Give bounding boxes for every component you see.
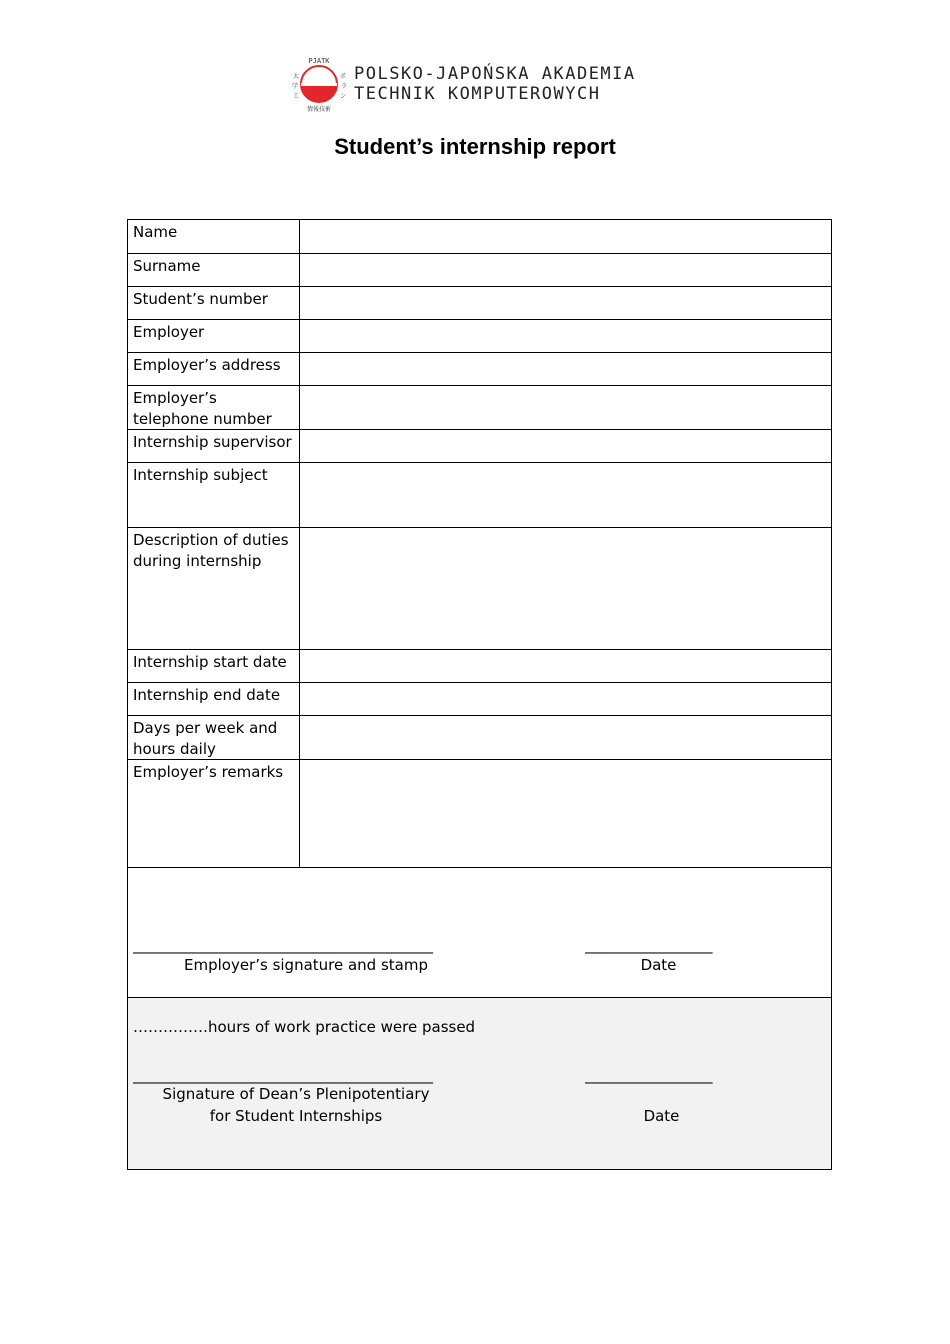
field-label-employer: Employer — [128, 320, 300, 352]
svg-text:ポ: ポ — [340, 73, 347, 80]
field-row-employer-address — [128, 353, 831, 386]
field-row-surname — [128, 254, 831, 287]
field-label-start-date: Internship start date — [128, 650, 300, 682]
field-value-employer[interactable] — [300, 320, 831, 352]
svg-text:工: 工 — [293, 93, 300, 100]
field-label-employer-remarks: Employer’s remarks — [128, 760, 300, 867]
field-label-days-hours: Days per week and hours daily — [128, 716, 300, 759]
employer-signature-line[interactable]: ________________________________________ — [133, 936, 433, 954]
svg-text:PJATK: PJATK — [308, 57, 330, 65]
field-value-internship-supervisor[interactable] — [300, 430, 831, 462]
field-value-duties-description[interactable] — [300, 528, 831, 649]
field-value-days-hours[interactable] — [300, 716, 831, 759]
field-label-end-date: Internship end date — [128, 683, 300, 715]
dean-date-caption: Date — [643, 1107, 680, 1125]
field-value-end-date[interactable] — [300, 683, 831, 715]
employer-date-line[interactable]: _________________ — [585, 936, 713, 954]
field-label-name: Name — [128, 220, 300, 253]
field-value-employer-remarks[interactable] — [300, 760, 831, 867]
field-row-employer-remarks — [128, 760, 831, 868]
field-value-student-number[interactable] — [300, 287, 831, 319]
internship-form — [127, 219, 832, 1170]
svg-text:ン: ン — [340, 93, 347, 100]
field-label-duties-description: Description of duties during internship — [128, 528, 300, 649]
svg-text:学: 学 — [292, 83, 299, 90]
svg-text:情報技術: 情報技術 — [306, 106, 332, 113]
field-row-start-date — [128, 650, 831, 683]
field-value-surname[interactable] — [300, 254, 831, 286]
dean-signature-caption-line1: Signature of Dean’s Plenipotentiary — [162, 1085, 430, 1103]
field-row-end-date — [128, 683, 831, 716]
field-label-employer-telephone: Employer’s telephone number — [128, 386, 300, 429]
field-label-student-number: Student’s number — [128, 287, 300, 319]
svg-text:大: 大 — [293, 73, 300, 80]
field-row-employer-telephone — [128, 386, 831, 430]
employer-signature-caption: Employer’s signature and stamp — [183, 956, 428, 974]
field-label-internship-supervisor: Internship supervisor — [128, 430, 300, 462]
field-label-internship-subject: Internship subject — [128, 463, 300, 527]
dean-signature-caption-line2: for Student Internships — [209, 1107, 383, 1125]
employer-signature-section — [128, 868, 831, 998]
institution-name — [354, 64, 636, 104]
field-value-employer-telephone[interactable] — [300, 386, 831, 429]
field-value-internship-subject[interactable] — [300, 463, 831, 527]
hours-passed-text: ……………hours of work practice were passed — [133, 1018, 476, 1036]
dean-confirmation-section — [128, 998, 831, 1169]
employer-date-caption: Date — [640, 956, 677, 974]
page-title: Student’s internship report — [334, 134, 616, 159]
svg-text:ラ: ラ — [341, 83, 348, 90]
field-row-student-number — [128, 287, 831, 320]
field-label-employer-address: Employer’s address — [128, 353, 300, 385]
dean-signature-caption — [133, 1083, 459, 1127]
field-row-employer — [128, 320, 831, 353]
field-value-start-date[interactable] — [300, 650, 831, 682]
field-value-employer-address[interactable] — [300, 353, 831, 385]
institution-name-line1: POLSKO-JAPOŃSKA AKADEMIA — [354, 64, 636, 84]
field-row-duties-description — [128, 528, 831, 650]
pjatk-logo — [288, 54, 350, 114]
field-value-name[interactable] — [300, 220, 831, 253]
dean-signature-line[interactable]: ________________________________________ — [133, 1066, 433, 1084]
field-label-surname: Surname — [128, 254, 300, 286]
institution-name-line2: TECHNIK KOMPUTEROWYCH — [354, 84, 601, 104]
field-row-internship-subject — [128, 463, 831, 528]
dean-date-line[interactable]: _________________ — [585, 1066, 713, 1084]
field-row-days-hours — [128, 716, 831, 760]
document-header — [288, 54, 688, 114]
field-row-name — [128, 220, 831, 254]
field-row-internship-supervisor — [128, 430, 831, 463]
